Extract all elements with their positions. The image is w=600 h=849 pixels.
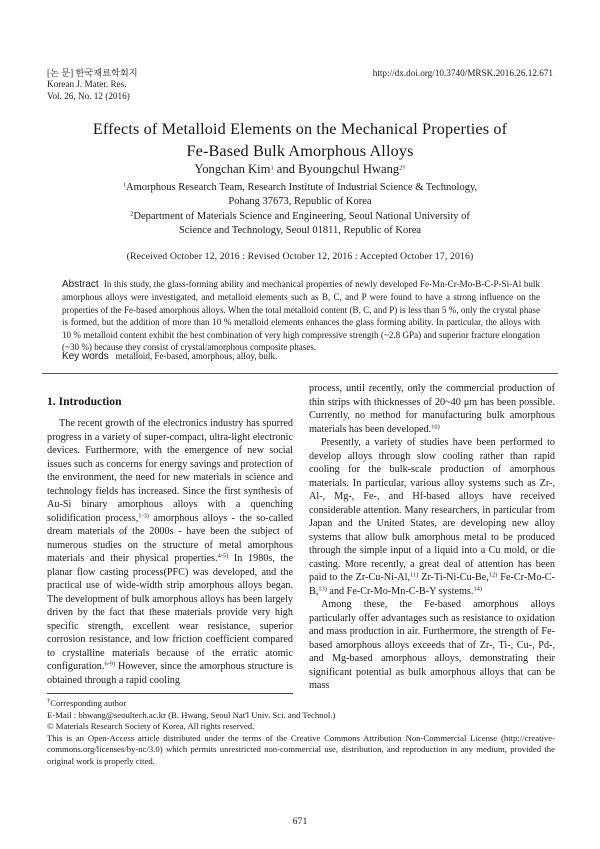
author-connector: and (273, 162, 299, 176)
citation[interactable]: 4-5) (217, 552, 229, 560)
journal-info (47, 68, 138, 102)
paragraph-text: In 1980s, the planar flow casting process(PFC) was developed, and the practical use of wide-width strip amorphous alloys began. The development of bulk amorphous alloys has been largely driven by the fact that these materials provide very high specific strength, excellent wear resistance, superior corrosion resistance, and low friction coefficient compared to crystalline materials because of the erratic atomic configuration. (47, 553, 293, 672)
affiliation-1-address: Pohang 37673, Republic of Korea (228, 196, 372, 208)
author-affiliation-mark: 1 (270, 164, 274, 172)
author-name: Byoungchul Hwang (298, 162, 400, 176)
corresponding-author-note (47, 698, 555, 710)
title-line-2: Fe-Based Bulk Amorphous Alloys (186, 142, 414, 160)
citation[interactable]: 12) (488, 571, 498, 579)
abstract-text: In this study, the glass-forming ability and mechanical properties of newly developed Fe-Mn-Cr-Mo-B-C-P-Si-Al bulk amorphous alloys were investigated, and metalloid elements such as B, C, and P were found to have a strong influence on the properties of the Fe-based amorphous alloys. When the total metalloid content (B, C, and P) is less than 5 %, only the crystal phase is formed, but the addition of more than 10 % metalloid elements enhances the glass forming ability. In particular, the alloys with 10 % metalloid content exhibit the best combination of very high compressive strength (~2.8 GPa) and superior fracture elongation (~30 %) because they consist of crystal/amorphous composite phases. (62, 279, 541, 353)
affiliation-1 (60, 181, 540, 195)
footnotes (47, 698, 555, 768)
author-list (0, 162, 600, 177)
footnote-divider (47, 693, 293, 694)
paragraph (309, 436, 555, 598)
section-divider (42, 373, 558, 374)
citation[interactable]: 10) (431, 423, 440, 431)
paragraph (309, 382, 555, 436)
paragraph: Among these, the Fe-based amorphous alloys particularly offer advantages such as resistance to oxidation and mass production in air. Furthermore, the strength of Fe-based amorphous alloys exceeds that of Zr-, Ti-, Cu-, Pd-, and Mg-based amorphous alloys, demonstrating their significant potential as bulk amorphous alloys that can be mass (309, 599, 555, 691)
abstract-label: Abstract (62, 279, 99, 290)
copyright-note: © Materials Research Society of Korea, All rights reserved. (47, 721, 255, 732)
keywords (62, 351, 540, 362)
affiliation-2 (60, 210, 540, 224)
dagger-mark: † (47, 697, 51, 705)
affiliation-mark: 1 (122, 181, 127, 189)
body-column-right (309, 382, 555, 693)
body-column-left (47, 417, 293, 687)
journal-korean-name: [논 문] 한국재료학회지 (47, 68, 138, 78)
doi-link[interactable]: http://dx.doi.org/10.3740/MRSK.2016.26.12.671 (372, 68, 553, 78)
affiliation-2-address: Science and Technology, Seoul 01811, Republic of Korea (178, 224, 422, 236)
paragraph-text: However, since the amorphous structure is obtained through a rapid cooling (47, 661, 293, 686)
paragraph-text: process, until recently, only the commercial production of thin strips with thicknesses of 20~40 μm has been possible. Currently, no method for manufacturing bulk amorphous materials has been developed. (309, 383, 555, 435)
paper-title (0, 118, 600, 162)
paragraph-text: amorphous alloys - the so-called dream materials of the 2000s - have been the subject of numerous studies on the structure of metal amorphous materials and their physical properties. (47, 512, 294, 564)
email-note: E-Mail : bhwang@seoultech.ac.kr (B. Hwang, Seoul Nat'l Univ. Sci. and Technol.) (47, 709, 336, 720)
paragraph (47, 417, 293, 687)
received-dates: (Received October 12, 2016 : Revised October 12, 2016 : Accepted October 17, 2016) (126, 251, 474, 262)
paragraph-text: The recent growth of the electronics industry has spurred progress in a variety of super-compact, ultra-light electronic devices. Furthermore, with the emergence of new social issues such as concerns for energy savings and protection of the environment, the need for new materials in science and technology fields has increased. Since the first synthesis of Au-Si binary amorphous alloys with a quenching solidification process, (47, 418, 293, 524)
affiliation-text: Amorphous Research Team, Research Institute of Industrial Science & Technology, (126, 182, 478, 193)
paragraph-text: Fe-Cr-Mo-C-B, (309, 572, 555, 597)
title-line-1: Effects of Metalloid Elements on the Mechanical Properties of (92, 120, 508, 138)
abstract (62, 278, 540, 353)
journal-volume: Vol. 26, No. 12 (2016) (47, 90, 130, 101)
citation[interactable]: 14) (473, 585, 482, 593)
citation[interactable]: 6-9) (104, 660, 116, 668)
paragraph-text: Zr-Ti-Ni-Cu-Be, (418, 572, 489, 583)
paragraph-text: Presently, a variety of studies have been performed to develop alloys through slow cooling rather than rapid cooling for the bulk-scale production of amorphous materials. In particular, various alloy systems such as Zr-, Al-, Mg-, Fe-, and Hf-based alloys have received considerable attention. Many researchers, in particular from Japan and the United States, are developing new alloy systems that allow bulk amorphous metal to be produced through the simple input of a liquid into a Cu mold, or die casting. More recently, a great deal of attention has been paid to the Zr-Cu-Ni-Al, (309, 437, 555, 583)
footnote-text: Corresponding author (50, 698, 127, 708)
affiliations (60, 181, 540, 238)
license-note: This is an Open-Access article distributed under the terms of the Creative Commons Attribution Non-Commercial License (http://creative-commons.org/licenses/by-nc/3.0) which permits unrestricted non-commercial use, distribution, and reproduction in any medium, provided the original work is properly cited. (47, 732, 555, 766)
keywords-text: metalloid, Fe-based, amorphous, alloy, bulk. (115, 351, 278, 361)
journal-english-name: Korean J. Mater. Res. (47, 79, 127, 90)
affiliation-text: Department of Materials Science and Engineering, Seoul National University of (133, 210, 470, 222)
citation[interactable]: 11) (410, 571, 419, 579)
section-heading: 1. Introduction (47, 395, 122, 408)
author-affiliation-mark: 2† (399, 164, 406, 172)
citation[interactable]: 1-3) (138, 512, 149, 520)
page-number: 671 (292, 816, 308, 827)
keywords-label: Key words (62, 351, 109, 362)
paragraph-text: and Fe-Cr-Mo-Mn-C-B-Y systems. (326, 585, 474, 597)
citation[interactable]: 13) (318, 585, 327, 593)
affiliation-mark: 2 (130, 210, 134, 218)
author-name: Yongchan Kim (194, 162, 271, 176)
